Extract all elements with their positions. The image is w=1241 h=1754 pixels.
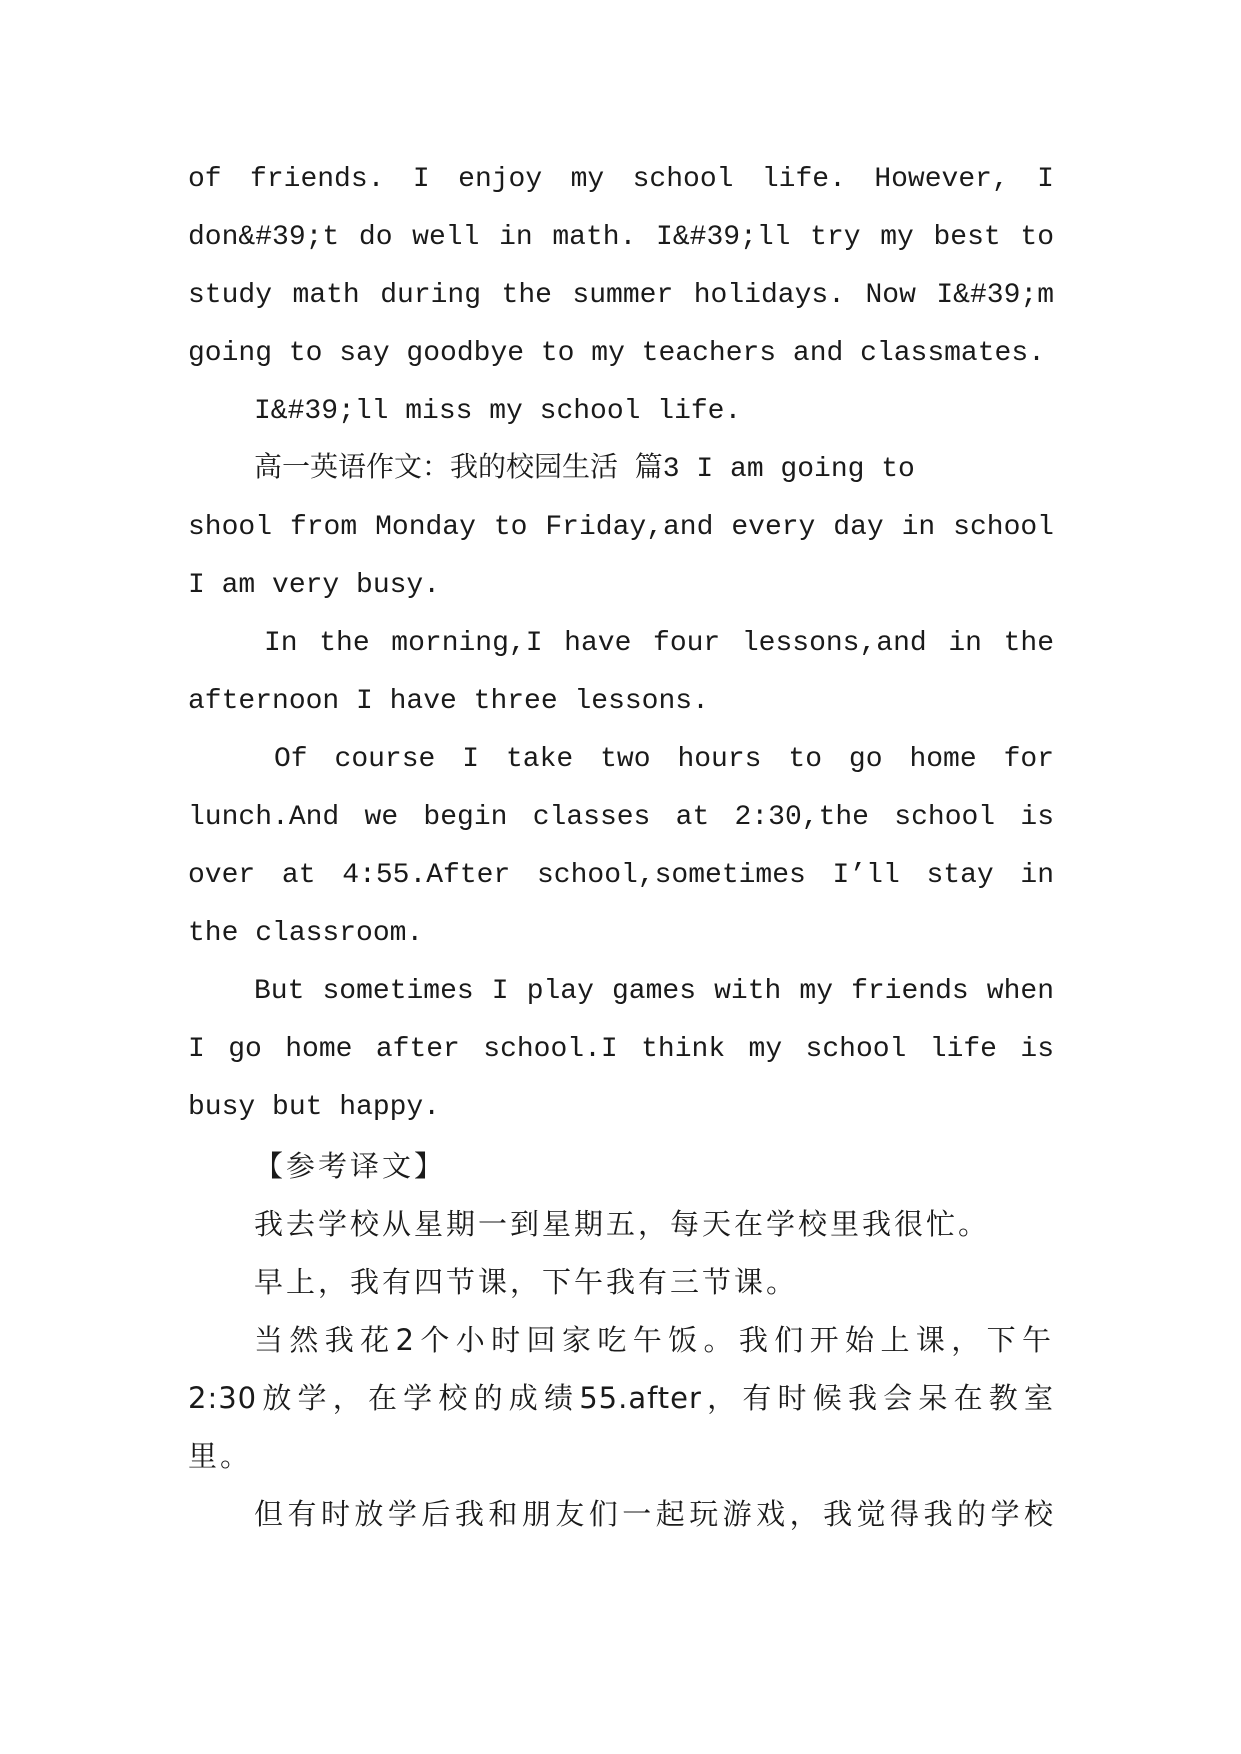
- section-heading: 高一英语作文：我的校园生活 篇3 I am going to: [254, 454, 915, 485]
- text-line: Of course I take two hours to go home for: [274, 744, 1054, 775]
- text-line: I&#39;ll miss my school life.: [254, 396, 742, 427]
- text-line: the classroom.: [188, 918, 424, 949]
- text-line: In the morning,I have four lessons,and in the: [264, 628, 1054, 659]
- text-line: busy but happy.: [188, 1092, 441, 1123]
- translation-line: 但有时放学后我和朋友们一起玩游戏，我觉得我的学校: [254, 1497, 1054, 1531]
- text-line: going to say goodbye to my teachers and classmates.: [188, 338, 1045, 369]
- text-line: afternoon I have three lessons.: [188, 686, 709, 717]
- translation-line: 里。: [188, 1439, 253, 1473]
- translation-line: 早上，我有四节课，下午我有三节课。: [254, 1265, 799, 1299]
- text-line: I am very busy.: [188, 570, 441, 601]
- text-line: But sometimes I play games with my friends when: [254, 976, 1054, 1007]
- text-line: of friends. I enjoy my school life. However, I: [188, 164, 1054, 195]
- text-line: lunch.And we begin classes at 2:30,the school is: [188, 802, 1054, 833]
- text-line: I go home after school.I think my school life is: [188, 1034, 1054, 1065]
- text-line: shool from Monday to Friday,and every day in school: [188, 512, 1054, 543]
- translation-heading: 【参考译文】: [254, 1149, 447, 1183]
- translation-line: 我去学校从星期一到星期五，每天在学校里我很忙。: [254, 1207, 991, 1241]
- translation-line: 2:30放学，在学校的成绩55.after，有时候我会呆在教室: [188, 1381, 1054, 1415]
- translation-line: 当然我花2个小时回家吃午饭。我们开始上课，下午: [254, 1323, 1054, 1357]
- text-line: study math during the summer holidays. Now I&#39;m: [188, 280, 1054, 311]
- text-line: don&#39;t do well in math. I&#39;ll try my best to: [188, 222, 1054, 253]
- text-line: over at 4:55.After school,sometimes I’ll stay in: [188, 860, 1054, 891]
